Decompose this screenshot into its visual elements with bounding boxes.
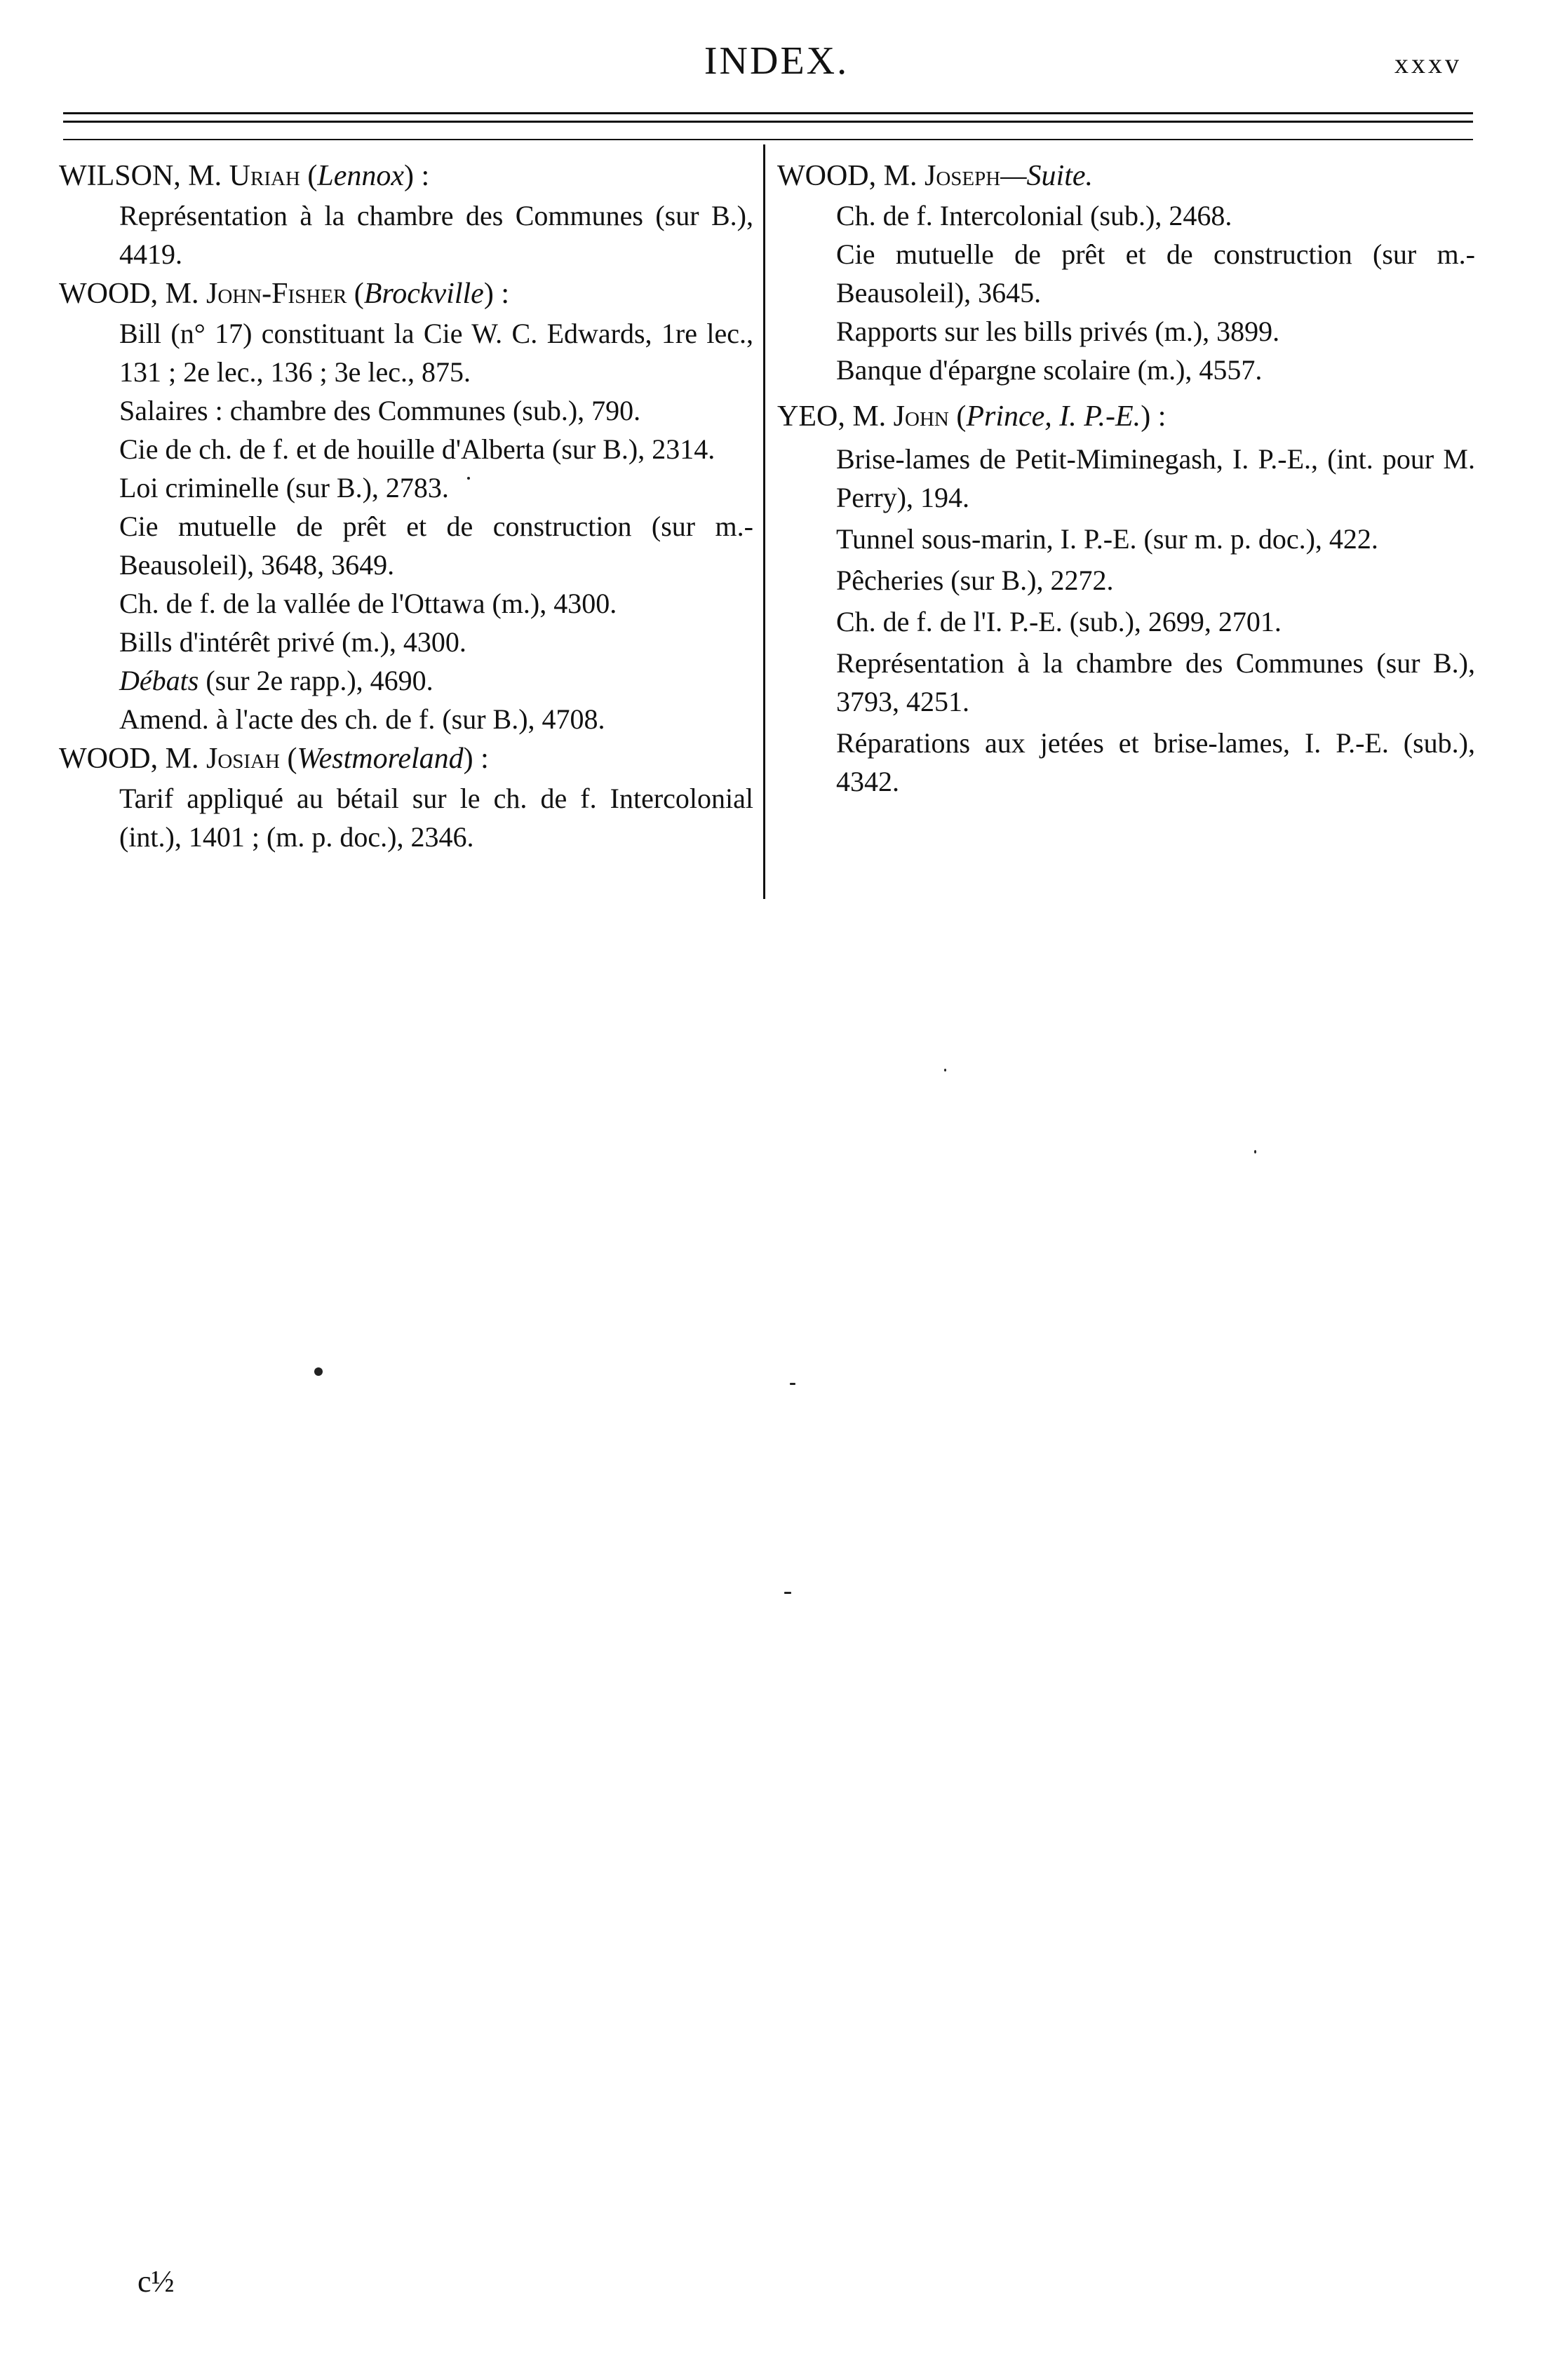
entry-heading: WOOD, M. Josiah (Westmoreland) :: [59, 743, 489, 775]
ink-speck: [314, 1367, 323, 1376]
entry-first-name: Uriah: [229, 160, 300, 192]
entry-name: WOOD, M.: [59, 278, 206, 310]
entry-suffix: :: [414, 160, 430, 192]
entry-heading: WILSON, M. Uriah (Lennox) :: [59, 160, 430, 192]
entry-item: Ch. de f. de l'I. P.-E. (sub.), 2699, 2701.: [836, 606, 1282, 637]
entry-item: Banque d'épargne scolaire (m.), 4557.: [836, 354, 1263, 386]
header-rule-bottom: [63, 139, 1473, 140]
entry-item: Rapports sur les bills privés (m.), 3899.: [836, 316, 1280, 347]
entry-item: Pêcheries (sur B.), 2272.: [836, 564, 1114, 596]
entry-first-name: John-Fisher: [206, 278, 347, 310]
entry-name: YEO, M.: [777, 400, 894, 433]
right-column: [777, 156, 1475, 801]
ink-speck: [944, 1069, 946, 1071]
header-rule-top: [63, 112, 1473, 114]
entry-item: Bill (n° 17) constituant la Cie W. C. Edwards, 1re lec., 131 ; 2e lec., 136 ; 3e lec., 875.: [119, 318, 753, 388]
index-entry-wood-josiah: [59, 738, 753, 856]
entry-name: WOOD, M.: [777, 160, 925, 192]
entry-item: [59, 661, 753, 700]
entry-item: Loi criminelle (sur B.), 2783.: [119, 472, 449, 503]
entry-item: Tarif appliqué au bétail sur le ch. de f. Intercolonial (int.), 1401 ; (m. p. doc.), 2346.: [119, 783, 753, 853]
entry-name: WILSON, M.: [59, 160, 229, 192]
entry-heading: YEO, M. John (Prince, I. P.-E.) :: [777, 400, 1167, 433]
ink-speck: [784, 1592, 791, 1594]
index-entry-wilson-uriah: [59, 156, 753, 273]
entry-suffix: :: [493, 278, 509, 310]
page-number: xxxv: [1394, 48, 1462, 79]
header-rule-middle: [63, 121, 1473, 123]
page-title: INDEX.: [704, 39, 849, 83]
left-column: [59, 156, 753, 856]
entry-suffix: :: [473, 743, 489, 775]
column-divider: [763, 144, 765, 899]
entry-item-text: (sur 2e rapp.), 4690.: [206, 665, 433, 696]
ink-speck: [467, 477, 470, 480]
entry-item: Représentation à la chambre des Communes (sur B.), 4419.: [119, 200, 753, 270]
entry-item: Représentation à la chambre des Communes (sur B.), 3793, 4251.: [836, 647, 1475, 717]
entry-first-name: Joseph: [924, 160, 1001, 192]
entry-heading: WOOD, M. John-Fisher (Brockville) :: [59, 278, 509, 310]
signature-mark: c½: [137, 2264, 175, 2299]
entry-item: Brise-lames de Petit-Miminegash, I. P.-E., (int. pour M. Perry), 194.: [836, 443, 1475, 513]
entry-suffix: :: [1150, 400, 1167, 433]
entry-item-italic-lead: Débats: [119, 665, 199, 696]
entry-riding: Lennox: [317, 160, 405, 192]
ink-speck: [1254, 1150, 1256, 1154]
entry-item: Cie de ch. de f. et de houille d'Alberta (sur B.), 2314.: [119, 433, 715, 465]
index-entry-yeo-john: [777, 396, 1475, 801]
entry-item: Ch. de f. Intercolonial (sub.), 2468.: [836, 200, 1232, 231]
entry-item: Tunnel sous-marin, I. P.-E. (sur m. p. doc.), 422.: [836, 523, 1378, 555]
entry-heading: [777, 156, 1475, 196]
index-entry-wood-john-fisher: [59, 273, 753, 738]
entry-item: Amend. à l'acte des ch. de f. (sur B.), 4708.: [119, 703, 605, 735]
entry-name: WOOD, M.: [59, 743, 206, 775]
entry-first-name: John: [893, 400, 949, 433]
entry-riding: Westmoreland: [297, 743, 464, 775]
entry-item: Cie mutuelle de prêt et de construction (sur m.-Beausoleil), 3645.: [836, 238, 1475, 309]
entry-first-name: Josiah: [206, 743, 280, 775]
ink-speck: [790, 1383, 795, 1385]
entry-continuation: —Suite.: [1000, 160, 1094, 192]
index-entry-wood-joseph: [777, 156, 1475, 389]
entry-item: Salaires : chambre des Communes (sub.), 790.: [119, 395, 641, 426]
entry-riding: Brockville: [363, 278, 484, 310]
entry-item: Cie mutuelle de prêt et de construction (sur m.-Beausoleil), 3648, 3649.: [119, 511, 753, 581]
entry-item: Réparations aux jetées et brise-lames, I. P.-E. (sub.), 4342.: [836, 727, 1475, 797]
entry-item: Bills d'intérêt privé (m.), 4300.: [119, 626, 466, 658]
entry-item: Ch. de f. de la vallée de l'Ottawa (m.), 4300.: [119, 588, 617, 619]
entry-riding: Prince, I. P.-E.: [966, 400, 1141, 433]
